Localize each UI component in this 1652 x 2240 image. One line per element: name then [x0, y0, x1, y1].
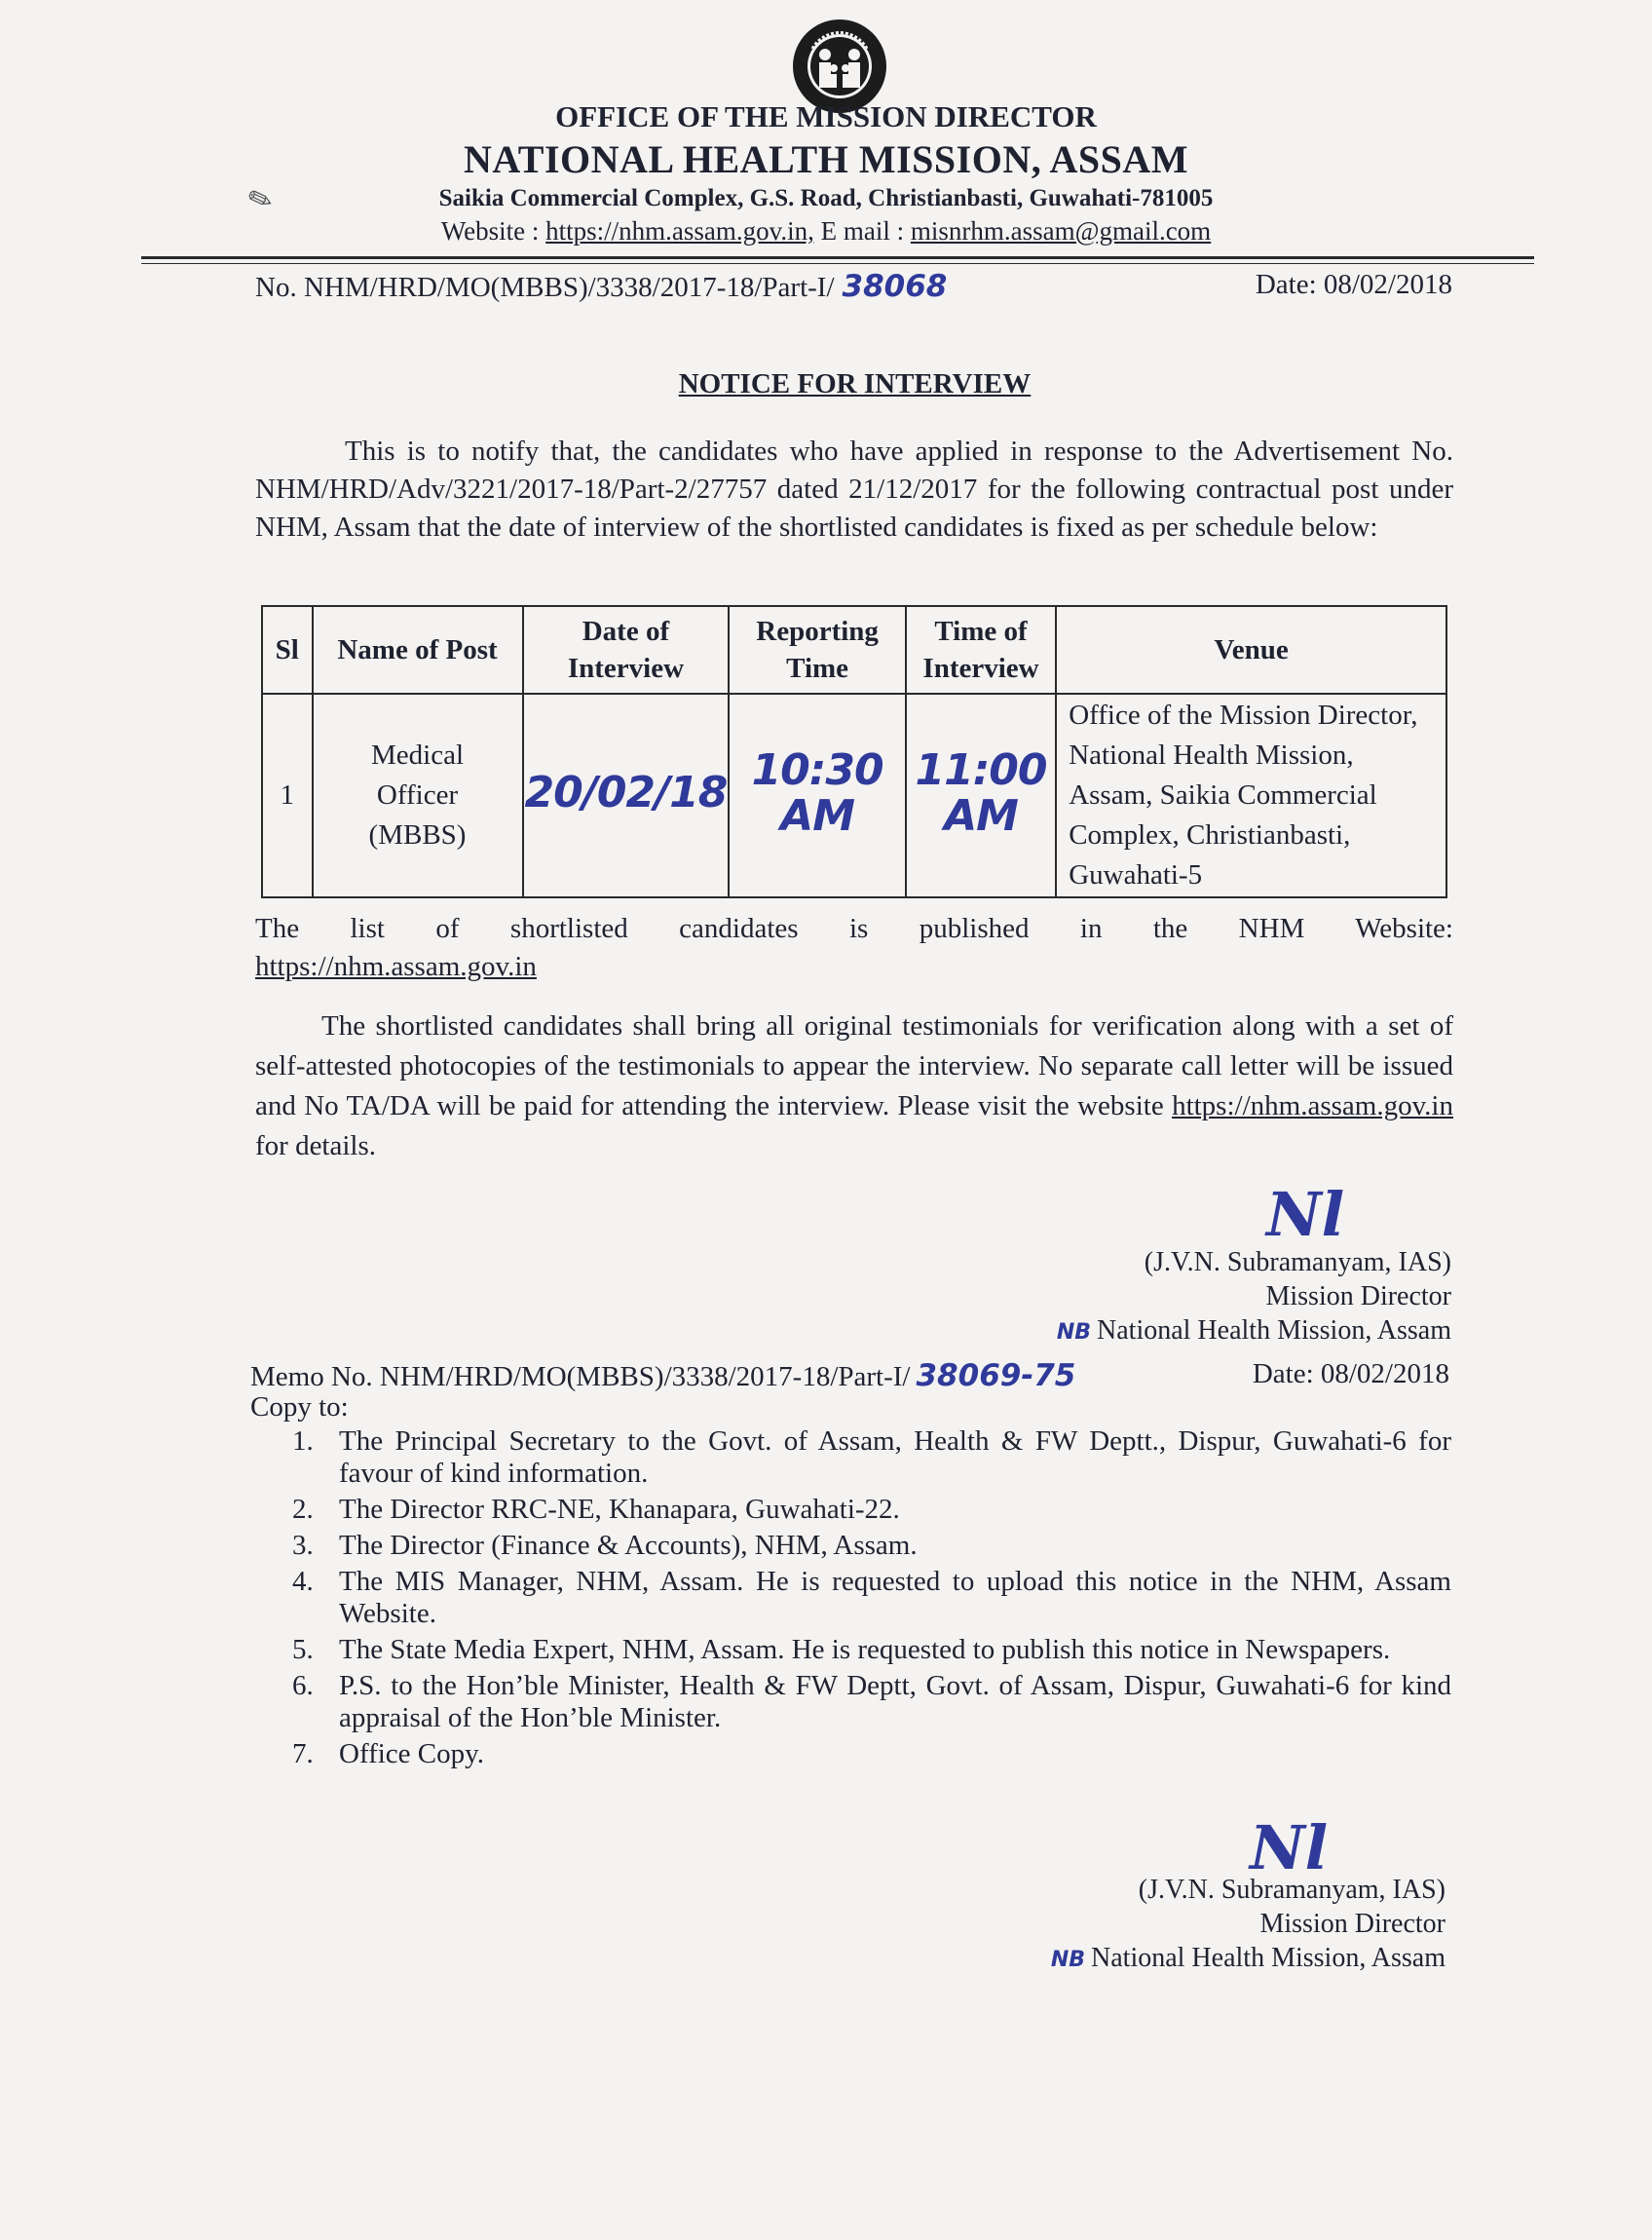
- list-item-text: Office Copy.: [339, 1738, 484, 1769]
- reference-handwritten-number: 38068: [842, 269, 948, 304]
- list-item-number: 6.: [292, 1670, 314, 1701]
- website-link-shortlist[interactable]: https://nhm.assam.gov.in: [255, 951, 537, 982]
- copy-list: [292, 1425, 1451, 1774]
- organization-heading: NATIONAL HEALTH MISSION, ASSAM: [463, 137, 1189, 181]
- signature-mark-memo: Nl: [1250, 1812, 1329, 1883]
- venue-line4: Complex, Christianbasti,: [1069, 819, 1351, 851]
- list-item-number: 5.: [292, 1634, 314, 1665]
- header-date: [523, 606, 730, 694]
- signatory-organization: National Health Mission, Assam: [1097, 1315, 1451, 1346]
- handwritten-interview-time: 11:00 AM: [915, 744, 1047, 841]
- list-paragraph: The list of shortlisted candidates is published in the NHM Website:: [255, 913, 1453, 944]
- signature-block: [1057, 1245, 1451, 1349]
- list-item-number: 2.: [292, 1494, 314, 1525]
- copy-to-label: Copy to:: [250, 1391, 349, 1423]
- list-item-number: 7.: [292, 1738, 314, 1769]
- header-time-line1: Time of: [934, 616, 1028, 647]
- reference-date: Date: 08/02/2018: [1255, 269, 1452, 300]
- testimonial-tail: for details.: [255, 1130, 377, 1161]
- table-header-row: [262, 606, 1446, 694]
- header-reporting: [729, 606, 905, 694]
- cell-post-line1: Medical: [371, 740, 465, 771]
- signatory-initials: NB: [1056, 1320, 1092, 1345]
- signature-mark: Nl: [1266, 1179, 1345, 1250]
- signatory-initials-memo: NB: [1050, 1948, 1086, 1972]
- cell-post-line3: (MBBS): [368, 819, 467, 851]
- email-label: E mail :: [813, 216, 911, 246]
- signatory-name-memo: (J.V.N. Subramanyam, IAS): [1138, 1875, 1446, 1905]
- venue-line3: Assam, Saikia Commercial: [1069, 779, 1377, 811]
- header-divider-thin: [141, 263, 1534, 264]
- cell-sl: 1: [262, 694, 313, 897]
- list-item: [292, 1530, 1451, 1562]
- list-item-number: 4.: [292, 1566, 314, 1597]
- list-item-text: The Director (Finance & Accounts), NHM, Assam.: [339, 1530, 918, 1561]
- list-item-text: The Principal Secretary to the Govt. of Assam, Health & FW Deptt., Dispur, Guwahati-6 for favour of kind information.: [339, 1425, 1451, 1489]
- header-venue: Venue: [1056, 606, 1446, 694]
- office-heading: OFFICE OF THE MISSION DIRECTOR: [555, 99, 1097, 133]
- list-item: [292, 1670, 1451, 1734]
- list-item-number: 1.: [292, 1425, 314, 1457]
- list-item: [292, 1425, 1451, 1490]
- list-item-text: The MIS Manager, NHM, Assam. He is requested to upload this notice in the NHM, Assam Website.: [339, 1566, 1451, 1629]
- list-item: [292, 1634, 1451, 1666]
- signature-block-memo: [1051, 1873, 1446, 1977]
- list-item-number: 3.: [292, 1530, 314, 1561]
- cell-post-line2: Officer: [376, 779, 459, 811]
- signatory-designation-memo: Mission Director: [1259, 1909, 1446, 1939]
- handwritten-interview-date: 20/02/18: [524, 768, 728, 817]
- list-item-text: The State Media Expert, NHM, Assam. He is requested to publish this notice in Newspapers.: [339, 1634, 1391, 1665]
- reference-number: [255, 269, 947, 304]
- header-sl: Sl: [262, 606, 313, 694]
- signatory-name: (J.V.N. Subramanyam, IAS): [1144, 1247, 1451, 1277]
- header-date-line2: Interview: [567, 653, 685, 684]
- header-reporting-line2: Time: [786, 653, 849, 684]
- memo-number: [250, 1358, 1075, 1393]
- cell-post: [313, 694, 523, 897]
- cell-reporting: [729, 694, 905, 897]
- header-time-line2: Interview: [922, 653, 1039, 684]
- venue-line1: Office of the Mission Director,: [1069, 700, 1418, 731]
- signatory-organization-memo: National Health Mission, Assam: [1091, 1943, 1446, 1973]
- notice-title: NOTICE FOR INTERVIEW: [678, 368, 1032, 399]
- cell-date: [523, 694, 730, 897]
- header-time: [906, 606, 1056, 694]
- website-link[interactable]: https://nhm.assam.gov.in,: [545, 216, 814, 246]
- header-reporting-line1: Reporting: [756, 616, 879, 647]
- list-item: [292, 1494, 1451, 1526]
- address-line: Saikia Commercial Complex, G.S. Road, Christianbasti, Guwahati-781005: [438, 185, 1214, 211]
- interview-schedule-table: [261, 605, 1447, 898]
- pen-mark-icon: ✎: [243, 179, 279, 221]
- signatory-organization-line: [1057, 1313, 1451, 1349]
- list-item-text: P.S. to the Hon’ble Minister, Health & FW Deptt, Govt. of Assam, Dispur, Guwahati-6 for kind appraisal of the Hon’ble Minister.: [339, 1670, 1451, 1733]
- website-label: Website :: [440, 216, 546, 246]
- list-item-text: The Director RRC-NE, Khanapara, Guwahati-22.: [339, 1494, 900, 1525]
- list-item: [292, 1566, 1451, 1630]
- testimonial-paragraph: [255, 1006, 1453, 1166]
- intro-paragraph: This is to notify that, the candidates who have applied in response to the Advertisement No. NHM/HRD/Adv/3221/2017-18/Part-2/27757 dated 21/12/2017 for the following contractual post under NHM, Assam that the date of interview of the shortlisted candidates is fixed as per schedule below:: [255, 436, 1453, 543]
- memo-handwritten-number: 38069-75: [916, 1358, 1076, 1393]
- venue-line5: Guwahati-5: [1069, 859, 1203, 891]
- reference-number-text: No. NHM/HRD/MO(MBBS)/3338/2017-18/Part-I/: [255, 272, 835, 303]
- testimonial-text: The shortlisted candidates shall bring all original testimonials for verification along with a set of self-attested photocopies of the testimonials to appear the interview. No separate call letter will be issued and No TA/DA will be paid for attending the interview. Please visit the website: [255, 1010, 1453, 1121]
- memo-date: Date: 08/02/2018: [1252, 1358, 1449, 1389]
- header-date-line1: Date of: [582, 616, 670, 647]
- signatory-organization-line-memo: [1051, 1941, 1446, 1977]
- email-link[interactable]: misnrhm.assam@gmail.com: [910, 216, 1212, 246]
- cell-time: [906, 694, 1056, 897]
- memo-number-text: Memo No. NHM/HRD/MO(MBBS)/3338/2017-18/Part-I/: [250, 1361, 911, 1392]
- signatory-designation: Mission Director: [1265, 1281, 1451, 1311]
- table-row: [262, 694, 1446, 897]
- list-item: [292, 1738, 1451, 1770]
- header-post: Name of Post: [313, 606, 523, 694]
- handwritten-reporting-time: 10:30 AM: [751, 744, 883, 841]
- venue-line2: National Health Mission,: [1069, 740, 1354, 771]
- contact-line: [0, 216, 1652, 247]
- website-link-details[interactable]: https://nhm.assam.gov.in: [1172, 1090, 1453, 1121]
- header-divider: [141, 256, 1534, 259]
- cell-venue: [1056, 694, 1446, 897]
- list-paragraph-link-line: [255, 948, 1453, 986]
